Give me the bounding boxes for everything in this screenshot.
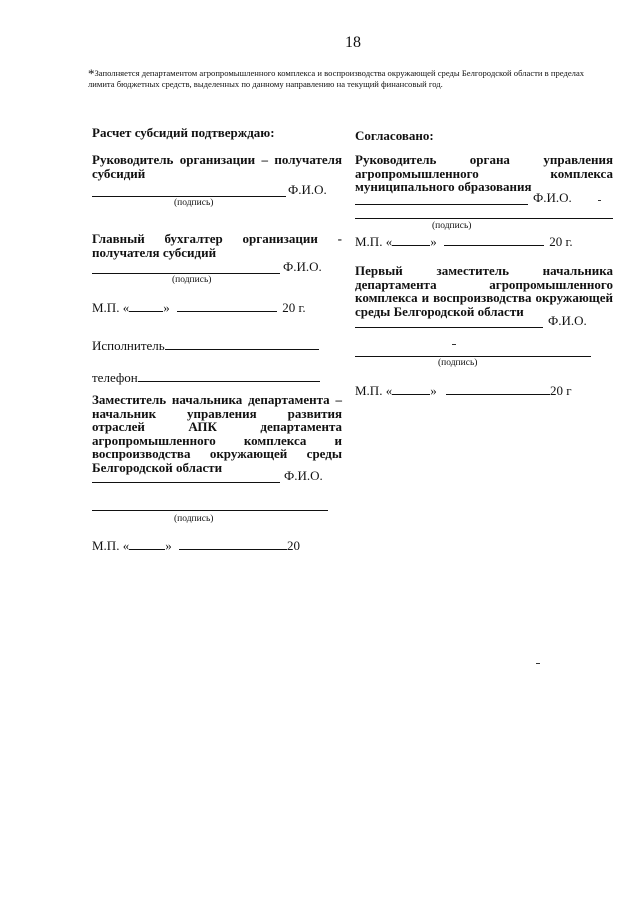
- scan-speck: [598, 200, 601, 201]
- right-mp-2-day-field[interactable]: [392, 383, 430, 395]
- left-mp-2-month-field[interactable]: [179, 538, 287, 550]
- left-fio-3: Ф.И.О.: [284, 468, 323, 483]
- left-mp-1-month-field[interactable]: [177, 300, 277, 312]
- right-signature-line-3[interactable]: [355, 327, 543, 328]
- left-signature-line-3[interactable]: [92, 482, 280, 483]
- scan-speck: [536, 663, 540, 664]
- left-fio-1: Ф.И.О.: [288, 182, 327, 197]
- left-heading: Расчет субсидий подтверждаю:: [92, 125, 275, 140]
- footnote-text: Заполняется департаментом агропромышленного комплекса и воспроизводства окружающей среды Белгородской области в пределах лимита бюджетных средств, выделенных по данному направлению на текущий финансовый год.: [88, 68, 585, 89]
- left-signature-label-2: (подпись): [172, 275, 212, 285]
- right-fio-2: Ф.И.О.: [548, 313, 587, 328]
- left-phone: телефон: [92, 370, 320, 386]
- right-signature-label-2: (подпись): [438, 358, 478, 368]
- left-executor: Исполнитель: [92, 338, 319, 354]
- right-heading: Согласовано:: [355, 128, 434, 143]
- left-signature-line-2[interactable]: [92, 273, 280, 274]
- footnote-marker: *: [88, 66, 95, 81]
- scan-speck: [452, 344, 456, 345]
- left-mp-2-day-field[interactable]: [129, 538, 165, 550]
- left-deputy: Заместитель начальника департамента – начальник управления развития отраслей АПК департамента агропромышленного комплекса и воспроизводства окружающей среды Белгородской области: [92, 392, 342, 475]
- right-signature-line-2[interactable]: [355, 218, 613, 219]
- left-signature-line-1[interactable]: [92, 196, 286, 197]
- right-mp-1-month-field[interactable]: [444, 234, 544, 246]
- right-signature-line-4[interactable]: [355, 356, 591, 357]
- executor-field[interactable]: [165, 338, 319, 350]
- right-mp-2-month-field[interactable]: [446, 383, 550, 395]
- left-chief-accountant: Главный бухгалтер организации - получателя субсидий: [92, 231, 342, 260]
- left-mp-1-day-field[interactable]: [129, 300, 163, 312]
- right-mp-1: М.П. « » 20 г.: [355, 234, 573, 249]
- right-head-mun: Руководитель органа управления агропромышленного комплекса муниципального образования: [355, 152, 613, 194]
- footnote: [88, 68, 608, 90]
- left-signature-label-1: (подпись): [174, 198, 214, 208]
- right-signature-label-1: (подпись): [432, 221, 472, 231]
- page-number: 18: [345, 34, 361, 51]
- right-signature-line-1[interactable]: [355, 204, 528, 205]
- left-mp-2: М.П. « » 20: [92, 538, 300, 553]
- left-mp-1: М.П. « » 20 г.: [92, 300, 306, 315]
- left-head-org: Руководитель организации – получателя субсидий: [92, 152, 342, 181]
- left-signature-label-3: (подпись): [174, 514, 214, 524]
- left-signature-line-4[interactable]: [92, 510, 328, 511]
- left-fio-2: Ф.И.О.: [283, 259, 322, 274]
- right-mp-1-day-field[interactable]: [392, 234, 430, 246]
- right-first-deputy: Первый заместитель начальника департамента агропромышленного комплекса и воспроизводства окружающей среды Белгородской области: [355, 263, 613, 319]
- phone-field[interactable]: [138, 370, 320, 382]
- right-fio-1: Ф.И.О.: [533, 190, 572, 205]
- right-mp-2: М.П. « » 20 г: [355, 383, 572, 398]
